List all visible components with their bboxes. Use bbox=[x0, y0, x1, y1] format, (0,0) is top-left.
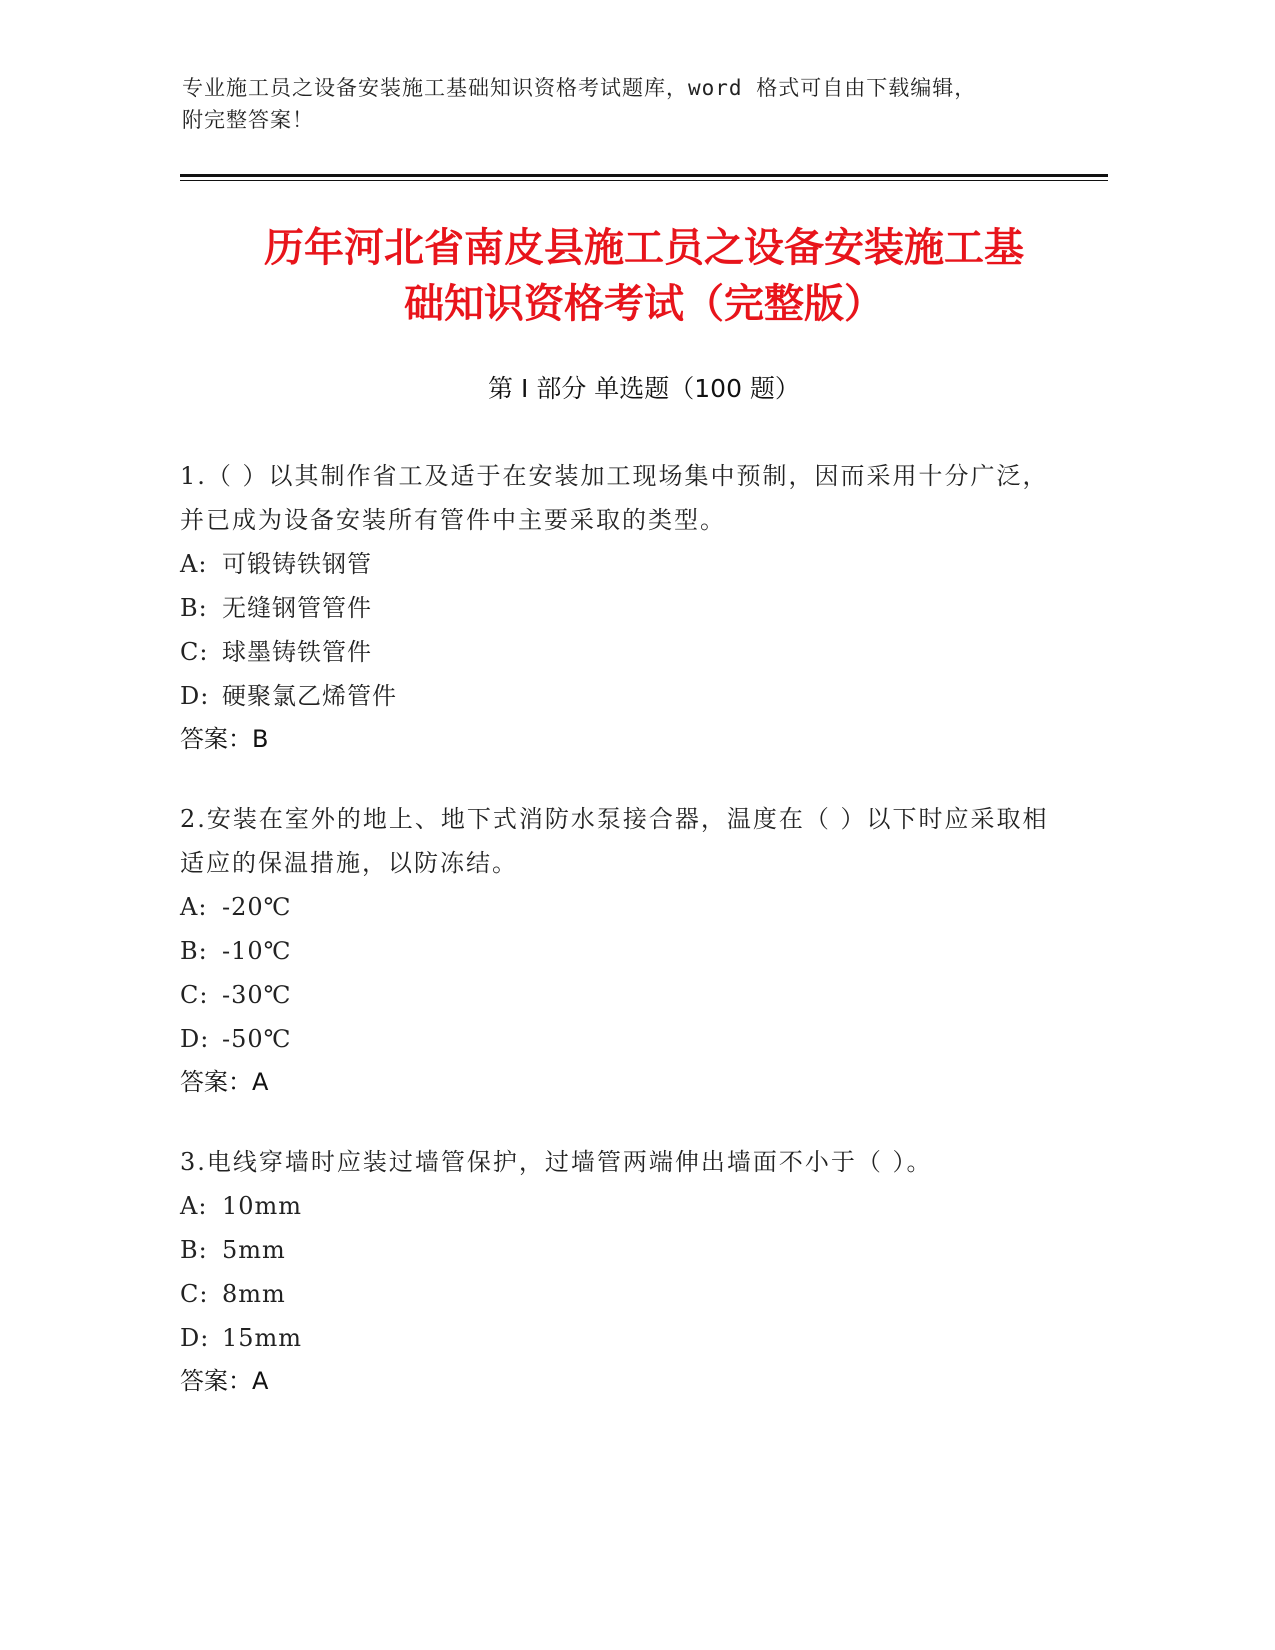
document-title-line-1: 历年河北省南皮县施工员之设备安装施工基 bbox=[264, 225, 1024, 271]
option-text: 无缝钢管管件 bbox=[222, 594, 372, 622]
section-heading: 第 I 部分 单选题（100 题） bbox=[488, 374, 800, 403]
option-key: C: bbox=[180, 638, 209, 666]
option-text: -20℃ bbox=[222, 893, 292, 921]
question-stem: 2.安装在室外的地上、地下式消防水泵接合器，温度在（ ）以下时应采取相适应的保温措施，以防冻结。 bbox=[180, 805, 1049, 877]
option-b bbox=[180, 586, 1060, 630]
answer-line: 答案：B bbox=[180, 725, 269, 753]
option-key: A: bbox=[180, 1192, 208, 1220]
option-b bbox=[180, 929, 1060, 973]
header-note-line-2: 附完整答案！ bbox=[182, 108, 314, 132]
header-divider-thin bbox=[180, 180, 1108, 181]
question-list bbox=[180, 454, 1060, 1439]
option-text: 硬聚氯乙烯管件 bbox=[222, 682, 397, 710]
option-key: B: bbox=[180, 937, 208, 965]
option-c bbox=[180, 1272, 1060, 1316]
option-key: D: bbox=[180, 1025, 210, 1053]
option-key: B: bbox=[180, 1236, 208, 1264]
header-note-line-1: 专业施工员之设备安装施工基础知识资格考试题库，word 格式可自由下载编辑， bbox=[182, 76, 977, 100]
document-title-line-2: 础知识资格考试（完整版） bbox=[404, 281, 884, 327]
option-d bbox=[180, 674, 1060, 718]
option-key: D: bbox=[180, 1324, 210, 1352]
option-c bbox=[180, 630, 1060, 674]
answer-line: 答案：A bbox=[180, 1068, 269, 1096]
option-a bbox=[180, 542, 1060, 586]
option-text: -30℃ bbox=[222, 981, 292, 1009]
document-title bbox=[180, 220, 1108, 332]
question-1 bbox=[180, 454, 1060, 760]
question-stem: 3.电线穿墙时应装过墙管保护，过墙管两端伸出墙面不小于（ ）。 bbox=[180, 1148, 933, 1176]
option-text: 15mm bbox=[222, 1324, 303, 1352]
option-a bbox=[180, 1184, 1060, 1228]
option-text: -10℃ bbox=[222, 937, 292, 965]
question-stem: 1.（ ）以其制作省工及适于在安装加工现场集中预制，因而采用十分广泛，并已成为设备安装所有管件中主要采取的类型。 bbox=[180, 462, 1049, 534]
answer-line: 答案：A bbox=[180, 1367, 269, 1395]
option-b bbox=[180, 1228, 1060, 1272]
option-key: A: bbox=[180, 550, 208, 578]
option-key: B: bbox=[180, 594, 208, 622]
option-c bbox=[180, 973, 1060, 1017]
option-d bbox=[180, 1017, 1060, 1061]
option-text: 5mm bbox=[222, 1236, 286, 1264]
option-d bbox=[180, 1316, 1060, 1360]
question-3 bbox=[180, 1140, 1060, 1402]
option-text: -50℃ bbox=[222, 1025, 292, 1053]
question-2 bbox=[180, 797, 1060, 1103]
option-key: C: bbox=[180, 1280, 209, 1308]
header-divider-thick bbox=[180, 174, 1108, 177]
option-key: C: bbox=[180, 981, 209, 1009]
option-key: D: bbox=[180, 682, 210, 710]
option-text: 10mm bbox=[222, 1192, 303, 1220]
option-text: 可锻铸铁钢管 bbox=[222, 550, 372, 578]
option-a bbox=[180, 885, 1060, 929]
header-note bbox=[182, 72, 1062, 136]
option-text: 球墨铸铁管件 bbox=[222, 638, 372, 666]
option-text: 8mm bbox=[222, 1280, 286, 1308]
option-key: A: bbox=[180, 893, 208, 921]
